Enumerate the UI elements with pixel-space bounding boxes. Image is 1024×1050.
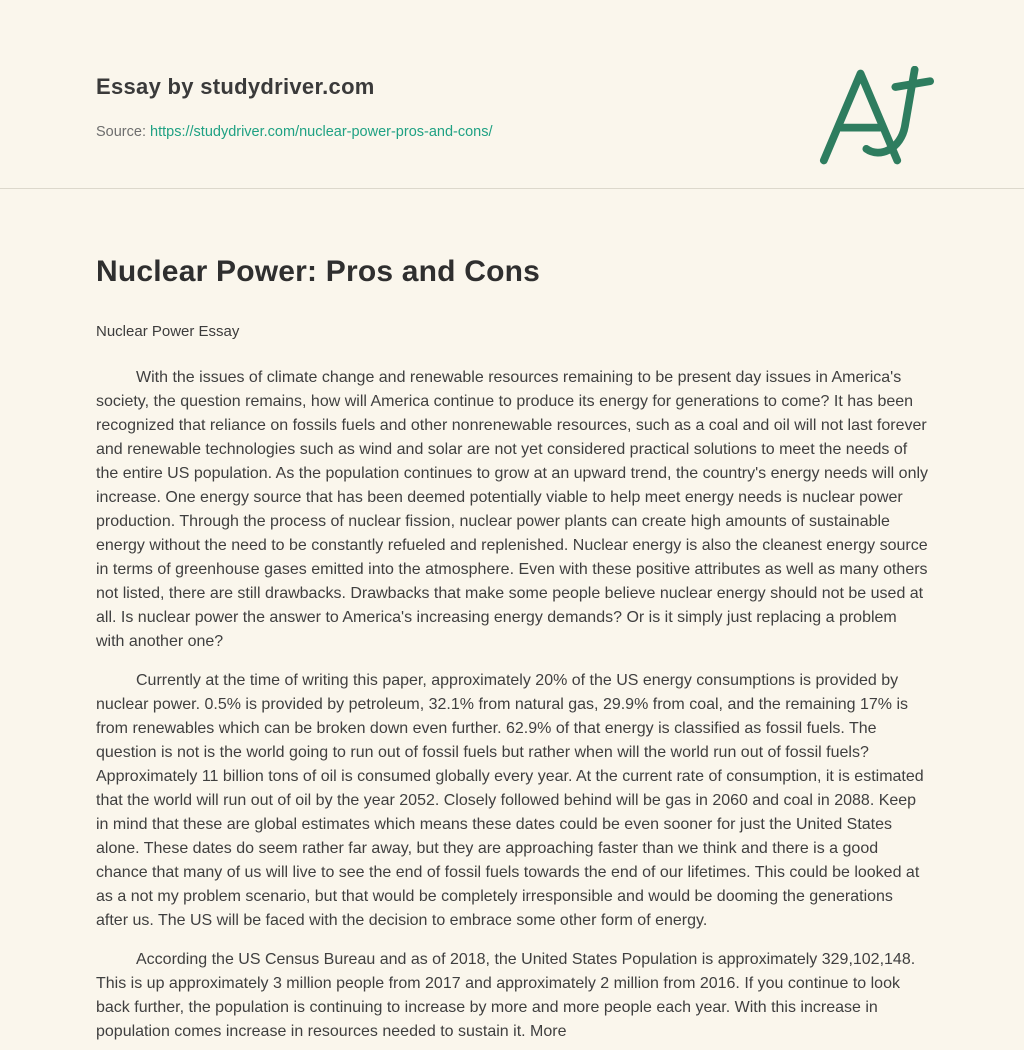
essay-subtitle: Nuclear Power Essay xyxy=(96,323,240,340)
document-content xyxy=(0,255,1024,1044)
essay-title: Nuclear Power: Pros and Cons xyxy=(96,255,541,288)
source-line xyxy=(96,124,928,140)
source-url-link[interactable]: https://studydriver.com/nuclear-power-pros-and-cons/ xyxy=(150,124,493,140)
essay-paragraph: According the US Census Bureau and as of 2018, the United States Population is approximately 329,102,148. This is up approximately 3 million people from 2017 and approximately 2 million from 2016. If you continue to look back further, the population is continuing to increase by more and more people each year. With this increase in population comes increase in resources needed to sustain it. More xyxy=(96,951,916,1040)
essay-paragraph: Currently at the time of writing this paper, approximately 20% of the US energy consumptions is provided by nuclear power. 0.5% is provided by petroleum, 32.1% from natural gas, 29.9% from coal, and the remaining 17% is from renewables which can be broken down even further. 62.9% of that energy is classified as fossil fuels. The question is not is the world going to run out of fossil fuels but rather when will the world run out of fossil fuels? Approximately 11 billion tons of oil is consumed globally every year. At the current rate of consumption, it is estimated that the world will run out of oil by the year 2052. Closely followed behind will be gas in 2060 and coal in 2088. Keep in mind that these are global estimates which means these dates could be even sooner for just the United States alone. These dates do seem rather far away, but they are approaching faster than we think and there is a good chance that many of us will live to see the end of fossil fuels towards the end of our lifetimes. This could be looked at as a not my problem scenario, but that would be completely irresponsible and would be dooming the generations after us. The US will be faced with the decision to embrace some other form of energy. xyxy=(96,672,924,929)
logo-letter-j-cross xyxy=(895,81,930,87)
document-header xyxy=(0,0,1024,140)
studydriver-logo xyxy=(818,66,934,166)
essay-by-heading: Essay by studydriver.com xyxy=(96,74,375,99)
essay-paragraph: With the issues of climate change and renewable resources remaining to be present day issues in America's society, the question remains, how will America continue to produce its energy for generations to come? It has been recognized that reliance on fossils fuels and other nonrenewable resources, such as a coal and oil will not last forever and renewable technologies such as wind and solar are not yet considered practical solutions to meet the needs of the entire US population. As the population continues to grow at an upward trend, the country's energy needs will only increase. One energy source that has been deemed potentially viable to help meet energy needs is nuclear power production. Through the process of nuclear fission, nuclear power plants can create high amounts of sustainable energy without the need to be constantly refueled and replenished. Nuclear energy is also the cleanest energy source in terms of greenhouse gases emitted into the atmosphere. Even with these positive attributes as well as many others not listed, there are still drawbacks. Drawbacks that make some people believe nuclear energy should not be used at all. Is nuclear power the answer to America's increasing energy demands? Or is it simply just replacing a problem with another one? xyxy=(96,369,929,650)
source-label: Source: xyxy=(96,124,146,140)
studydriver-logo-icon xyxy=(818,66,934,166)
header-divider xyxy=(0,188,1024,189)
essay-body xyxy=(96,366,928,1044)
